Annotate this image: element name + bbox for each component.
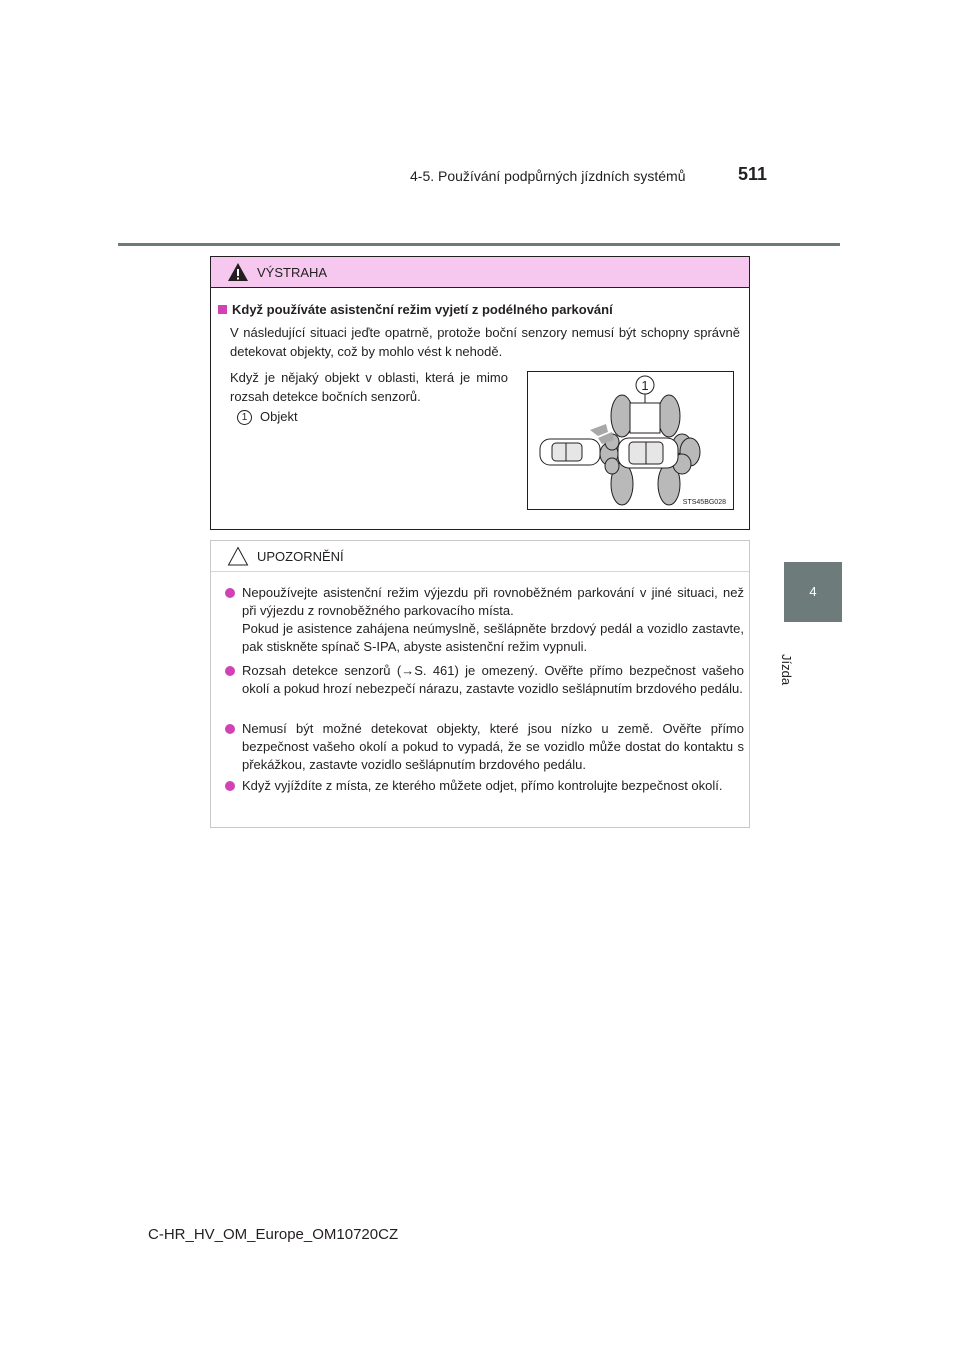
chapter-label: Jízda [779, 654, 794, 686]
caution-header [211, 541, 749, 572]
header-divider [118, 243, 840, 246]
caution-bullet [225, 584, 744, 656]
caution-bullet-text: Když vyjíždíte z místa, ze kterého můžete odjet, přímo kontrolujte bezpečnost okolí. [242, 778, 723, 793]
diagram-code: STS45BG028 [682, 499, 726, 506]
caution-bullet-text: Rozsah detekce senzorů (→S. 461) je omezený. Ověřte přímo bezpečnost vašeho okolí a pokud hrozí nebezpečí nárazu, zastavte vozidlo sešlápnutím brzdového pedálu. [242, 663, 744, 696]
round-bullet-icon [225, 724, 235, 734]
caution-bullet [225, 662, 744, 698]
parking-sensor-diagram [527, 371, 734, 510]
caution-bullet [225, 777, 744, 795]
warning-heading [218, 302, 613, 317]
parked-car [540, 439, 600, 465]
caution-box [210, 540, 750, 828]
caution-triangle-icon [227, 546, 249, 566]
caution-bullet-text: Pokud je asistence zahájena neúmyslně, sešlápněte brzdový pedál a vozidlo zastavte, pak stiskněte spínač S-IPA, abyste asistenční režim vypnuli. [242, 621, 744, 654]
chapter-tab[interactable] [784, 562, 842, 622]
object-paragraph: Když je nějaký objekt v oblasti, která je mimo rozsah detekce bočních senzorů. [230, 370, 508, 404]
square-bullet-icon [218, 305, 227, 314]
caution-bullet [225, 720, 744, 774]
round-bullet-icon [225, 588, 235, 598]
legend-item [237, 409, 298, 425]
warning-box [210, 256, 750, 530]
own-car [618, 438, 678, 468]
footer-code: C-HR_HV_OM_Europe_OM10720CZ [148, 1226, 399, 1243]
caution-bullet-text: Nepoužívejte asistenční režim výjezdu při rovnoběžném parkování v jiné situaci, než při výjezdu z rovnoběžného parkovacího místa. [242, 585, 744, 618]
caution-bullet-text: Nemusí být možné detekovat objekty, které jsou nízko u země. Ověřte přímo bezpečnost vašeho okolí a pokud to vypadá, že se vozidlo může dostat do kontaktu s překážkou, zastavte vozidlo sešlápnutím brzdového pedálu. [242, 721, 744, 772]
warning-title: VÝSTRAHA [257, 265, 328, 280]
chapter-label-container [779, 634, 840, 686]
caution-title: UPOZORNĚNÍ [257, 549, 344, 564]
chapter-number: 4 [809, 584, 817, 599]
warning-triangle-icon [227, 262, 249, 282]
warning-paragraph: V následující situaci jeďte opatrně, protože boční senzory nemusí být schopny správně detekovat objekty, což by mohlo vést k nehodě. [230, 325, 740, 359]
section-title: 4-5. Používání podpůrných jízdních systémů [410, 168, 686, 184]
legend-number-icon: 1 [237, 410, 252, 425]
diagram-callout-number: 1 [641, 378, 649, 393]
page-number: 511 [738, 164, 768, 184]
legend-label: Objekt [260, 409, 298, 424]
warning-heading-text: Když používáte asistenční režim vyjetí z podélného parkování [232, 302, 613, 317]
diagram-illustration [528, 372, 733, 509]
warning-header [211, 257, 749, 288]
round-bullet-icon [225, 666, 235, 676]
round-bullet-icon [225, 781, 235, 791]
